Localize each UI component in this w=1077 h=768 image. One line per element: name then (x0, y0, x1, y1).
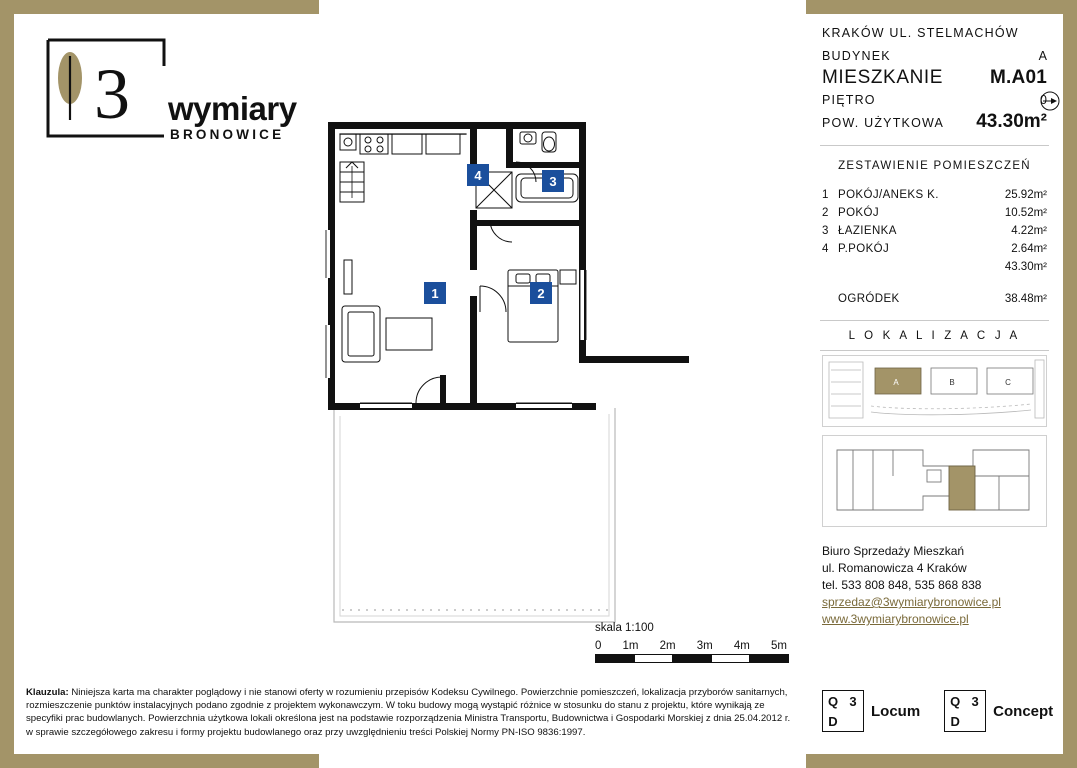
room-number: 3 (822, 225, 829, 237)
room-badge-2: 2 (530, 282, 552, 304)
partner-name-concept: Concept (993, 702, 1054, 720)
scale-tick-1: 1m (622, 640, 639, 652)
total-area: 43.30m² (1004, 261, 1047, 273)
scale-bar (595, 654, 789, 663)
localization-title: L O K A L I Z A C J A (848, 330, 1021, 342)
garden-row (822, 290, 1047, 308)
building-label: BUDYNEK (822, 49, 891, 63)
scale-ticks (595, 640, 787, 652)
localization-maps (806, 351, 1063, 533)
q3d-cell-q: Q (827, 693, 839, 709)
garden-area: 38.48m² (1004, 293, 1047, 305)
room-number: 2 (822, 207, 829, 219)
disclaimer (26, 686, 796, 739)
room-number: 1 (822, 189, 829, 201)
partner-logos (822, 690, 1053, 732)
q3d2-cell-3: 3 (971, 693, 979, 709)
disclaimer-prefix: Klauzula: (26, 687, 69, 698)
decorative-bar-top-right (806, 0, 1063, 14)
header-block (806, 14, 1063, 145)
contact-block (806, 533, 1063, 632)
compass-icon (1039, 90, 1061, 112)
room-area: 10.52m² (1004, 207, 1047, 219)
logo-numeral: 3 (94, 54, 130, 134)
partner-logo-locum (822, 690, 920, 732)
logo-wordmark: wymiary (168, 90, 297, 127)
scale-bar-group (595, 622, 795, 663)
table-row (822, 186, 1047, 204)
room-area: 25.92m² (1004, 189, 1047, 201)
table-row (822, 222, 1047, 240)
site-building-b-label: B (949, 378, 955, 387)
garden-label: OGRÓDEK (838, 293, 900, 305)
brand-logo (34, 36, 297, 142)
total-row (822, 258, 1047, 276)
highlighted-unit (949, 466, 975, 510)
q3d-cell-blank (843, 711, 863, 731)
q3d-cell-3: 3 (849, 693, 857, 709)
room-badge-3: 3 (542, 170, 564, 192)
floor-plan (320, 110, 790, 630)
scale-label: skala 1:100 (595, 622, 654, 634)
disclaimer-text: Niniejsza karta ma charakter poglądowy i nie stanowi oferty w rozumieniu przepisów Kodeksu Cywilnego. Powierzchnie pomieszczeń, lokalizacja przyborów sanitarnych, rozmieszczenie punktów instalacyjnych podano zgodnie z projektem wykonawczym. W toku budowy mogą wystąpić różnice w stosunku do stanu z projektu, które wynikają ze specyfiki prac budowlanych. Powierzchnia użytkowa lokali określona jest na podstawie rozporządzenia Ministra Transportu, Budownictwa i Gospodarki Morskiej z dnia 25.04.2012 r. w sprawie szczegółowego zakresu i formy projektu budowlanego oraz przy uwzględnieniu treści Polskiej Normy PN-ISO 9836:1997. (26, 687, 791, 738)
room-name: P.POKÓJ (838, 243, 890, 255)
flat-row (822, 67, 1047, 89)
decorative-bar-bottom-right (806, 754, 1063, 768)
scale-tick-4: 4m (733, 640, 750, 652)
floor-locator-map (822, 435, 1047, 527)
q3d-mark-icon (822, 690, 864, 732)
rooms-title: ZESTAWIENIE POMIESZCZEŃ (838, 160, 1031, 172)
room-area: 4.22m² (1011, 225, 1047, 237)
decorative-bar-right (1063, 0, 1077, 768)
contact-email[interactable]: sprzedaz@3wymiarybronowice.pl (822, 595, 1001, 609)
flat-value: M.A01 (990, 67, 1047, 88)
contact-street: ul. Romanowicza 4 Kraków (822, 561, 967, 575)
scale-tick-2: 2m (659, 640, 676, 652)
spacer (822, 276, 1047, 290)
table-row (822, 240, 1047, 258)
q3d-mark-icon-2 (944, 690, 986, 732)
decorative-bar-top-left (14, 0, 319, 14)
floor-row (822, 93, 1047, 107)
area-value: 43.30m² (976, 111, 1047, 132)
logo-subtitle: BRONOWICE (170, 127, 285, 142)
room-badge-4: 4 (467, 164, 489, 186)
table-row (822, 204, 1047, 222)
room-area: 2.64m² (1011, 243, 1047, 255)
building-value: A (1038, 49, 1047, 63)
building-row (822, 49, 1047, 63)
q3d2-cell-blank (965, 711, 985, 731)
site-building-a-label: A (893, 378, 899, 387)
partner-name-locum: Locum (871, 702, 921, 720)
contact-phone: tel. 533 808 848, 535 868 838 (822, 578, 982, 592)
room-number: 4 (822, 243, 829, 255)
floor-value: 0 (1040, 93, 1047, 107)
area-label: POW. UŻYTKOWA (822, 116, 945, 130)
floor-label: PIĘTRO (822, 93, 876, 107)
info-panel (806, 14, 1063, 754)
scale-tick-5: 5m (770, 640, 787, 652)
decorative-bar-bottom-left (14, 754, 319, 768)
scale-tick-0: 0 (595, 640, 602, 652)
address-line: KRAKÓW UL. STELMACHÓW (822, 26, 1019, 40)
contact-office: Biuro Sprzedaży Mieszkań (822, 544, 965, 558)
room-name: POKÓJ (838, 207, 879, 219)
partner-logo-concept (944, 690, 1053, 732)
room-badge-1: 1 (424, 282, 446, 304)
flat-label: MIESZKANIE (822, 67, 944, 88)
contact-website[interactable]: www.3wymiarybronowice.pl (822, 612, 969, 626)
decorative-bar-left (0, 0, 14, 768)
rooms-table (806, 146, 1063, 320)
room-name: POKÓJ/ANEKS K. (838, 189, 939, 201)
site-plan-map (822, 355, 1047, 427)
scale-tick-3: 3m (696, 640, 713, 652)
site-building-c-label: C (1005, 378, 1011, 387)
q3d2-cell-d: D (950, 713, 960, 729)
q3d2-cell-q: Q (950, 693, 961, 709)
room-name: ŁAZIENKA (838, 225, 897, 237)
area-row (822, 111, 1047, 133)
q3d-cell-d: D (828, 713, 838, 729)
